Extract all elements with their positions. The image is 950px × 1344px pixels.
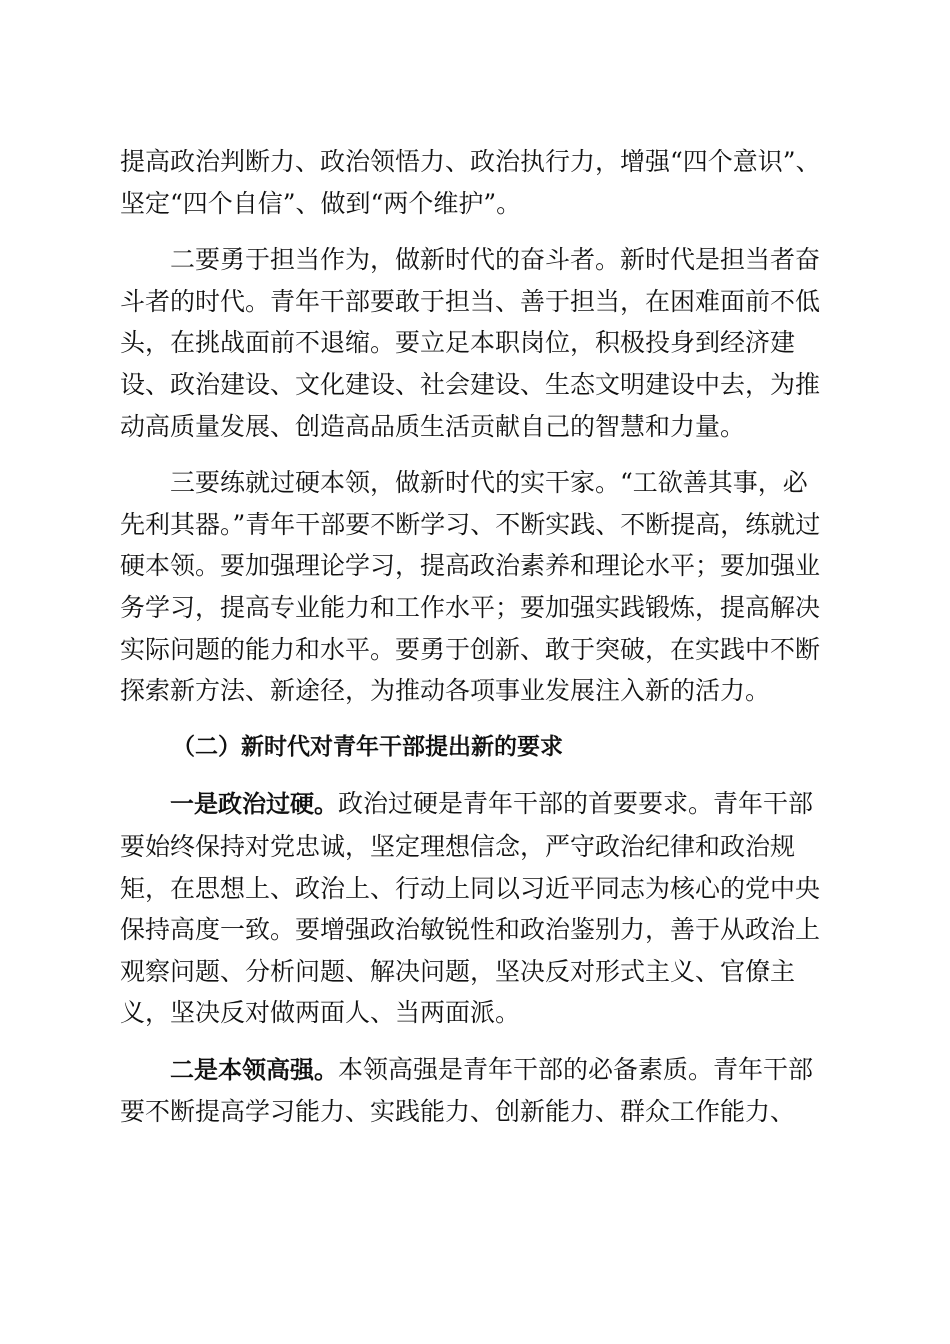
paragraph-take-responsibility: 二要勇于担当作为，做新时代的奋斗者。新时代是担当者奋斗者的时代。青年干部要敢于担当、善于担当，在困难面前不低头，在挑战面前不退缩。要立足本职岗位，积极投身到经济建设、政治建设、文化建设、社会建设、生态文明建设中去，为推动高质量发展、创造高品质生活贡献自己的智慧和力量。 — [120, 245, 821, 441]
paragraph-gap — [120, 447, 832, 462]
paragraph-gap — [120, 224, 832, 239]
paragraph-political-strength — [120, 783, 832, 1034]
paragraph-continuation: 提高政治判断力、政治领悟力、政治执行力，增强“四个意识”、坚定“四个自信”、做到“两个维护”。 — [120, 147, 821, 218]
paragraph-gap — [120, 1034, 832, 1049]
paragraph-body-political: 政治过硬是青年干部的首要要求。青年干部要始终保持对党忠诚，坚定理想信念，严守政治纪律和政治规矩，在思想上、政治上、行动上同以习近平同志为核心的党中央保持高度一致。要增强政治敏锐性和政治鉴别力，善于从政治上观察问题、分析问题、解决问题，坚决反对形式主义、官僚主义，坚决反对做两面人、当两面派。 — [120, 789, 821, 1028]
document-page — [120, 141, 832, 1133]
paragraph-strong-ability — [120, 1049, 832, 1133]
section-heading: （二）新时代对青年干部提出新的要求 — [172, 733, 563, 760]
paragraph-build-skills: 三要练就过硬本领，做新时代的实干家。“工欲善其事，必先利其器。”青年干部要不断学习、不断实践、不断提高，练就过硬本领。要加强理论学习，提高政治素养和理论水平；要加强业务学习，提高专业能力和工作水平；要加强实践锻炼，提高解决实际问题的能力和水平。要勇于创新、敢于突破，在实践中不断探索新方法、新途径，为推动各项事业发展注入新的活力。 — [120, 468, 821, 706]
paragraph-lead-ability: 二是本领高强。 — [170, 1055, 338, 1084]
paragraph-gap — [120, 768, 832, 783]
paragraph-body-ability: 本领高强是青年干部的必备素质。青年干部要不断提高学习能力、实践能力、创新能力、群众工作能力、 — [120, 1054, 814, 1127]
paragraph-gap — [120, 712, 832, 727]
paragraph-lead-political: 一是政治过硬。 — [170, 790, 338, 819]
